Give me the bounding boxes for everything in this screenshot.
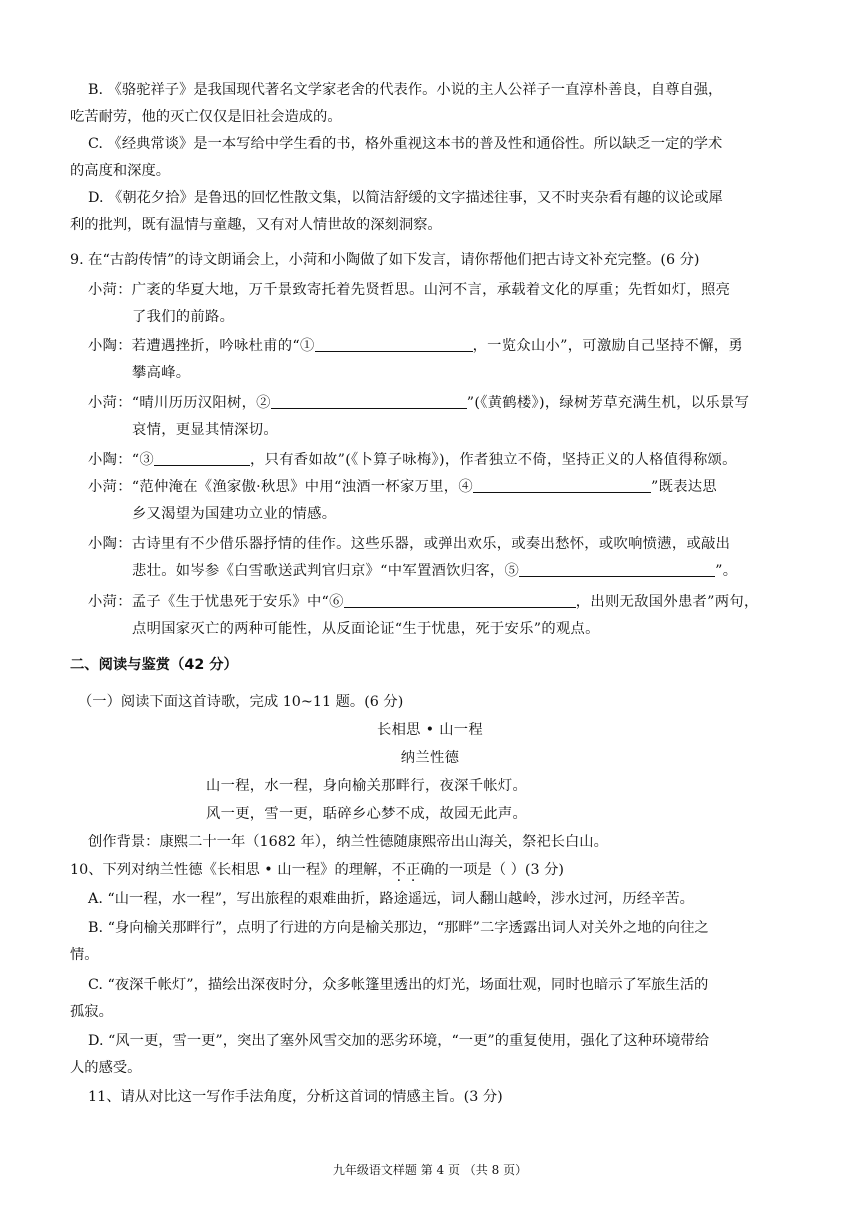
- q9-l8-text-a: 小菏：“范仲淹在《渔家傲·秋思》中用“浊酒一杯家万里，④: [88, 479, 473, 495]
- q8-option-b-line2: 吃苦耐劳，他的灭亡仅仅是旧社会造成的。: [70, 109, 342, 125]
- q9-l5-text-b: ”(《黄鹤楼》)，绿树芳草充满生机，以乐景写: [466, 395, 750, 411]
- q9-stem: 9. 在“古韵传情”的诗文朗诵会上，小菏和小陶做了如下发言，请你帮他们把古诗文补充完整。(6 分): [70, 252, 700, 268]
- poem-line-1: 山一程，水一程，身向榆关那畔行，夜深千帐灯。: [206, 778, 528, 794]
- q11-stem: 11、请从对比这一写作手法角度，分析这首词的情感主旨。(3 分): [88, 1089, 503, 1105]
- answer-blank-6[interactable]: [344, 593, 576, 608]
- poem-title: 长相思 • 山一程: [376, 722, 483, 738]
- q9-l3-text-b: ，一览众山小”，可激励自己坚持不懈，勇: [472, 338, 743, 354]
- poem-background: 创作背景：康熙二十一年（1682 年），纳兰性德随康熙帝出山海关，祭祀长白山。: [88, 834, 608, 850]
- q9-l8-text-b: ”既表达思: [650, 479, 717, 495]
- q8-option-c-line1: C. 《经典常谈》是一本写给中学生看的书，格外重视这本书的普及性和通俗性。所以缺乏一定的学术: [88, 136, 723, 152]
- q9-xiaohe-line2: 了我们的前路。: [132, 309, 235, 325]
- q10-option-d-line2: 人的感受。: [70, 1060, 142, 1076]
- q9-xiaohe-line1: 小菏：广袤的华夏大地，万千景致寄托着先贤哲思。山河不言，承载着文化的厚重；先哲如灯，照亮: [88, 282, 731, 298]
- q10-stem: [70, 860, 564, 880]
- poem-line-2: 风一更，雪一更，聒碎乡心梦不成，故园无此声。: [206, 806, 528, 822]
- q9-l7-text-b: ，只有香如故”(《卜算子咏梅》)，作者独立不倚，坚持正义的人格值得称颂。: [250, 452, 737, 468]
- q9-xiaohe-line3: [88, 393, 749, 413]
- q10-stem-a: 10、下列对纳兰性德《长相思 • 山一程》的理解，: [70, 862, 392, 878]
- answer-blank-2[interactable]: [271, 394, 467, 409]
- q9-l12-text-b: ，出则无敌国外患者”两句，: [575, 594, 759, 610]
- q9-xiaohe-line4: 哀情，更显其情深切。: [132, 422, 278, 438]
- subsection-instruction: （一）阅读下面这首诗歌，完成 10~11 题。(6 分): [78, 694, 404, 710]
- q9-xiaohe-line8: 点明国家灭亡的两种可能性，从反面论证“生于忧患，死于安乐”的观点。: [132, 621, 600, 637]
- answer-blank-5[interactable]: [519, 562, 715, 577]
- poem-author: 纳兰性德: [400, 750, 460, 766]
- q8-option-d-line1: D. 《朝花夕拾》是鲁迅的回忆性散文集，以简洁舒缓的文字描述往事，又不时夹杂看有趣的议论或犀: [88, 190, 723, 206]
- q10-option-c-line1: C. “夜深千帐灯”，描绘出深夜时分，众多帐篷里透出的灯光，场面壮观，同时也暗示了军旅生活的: [88, 977, 709, 993]
- q8-option-b-line1: B. 《骆驼祥子》是我国现代著名文学家老舍的代表作。小说的主人公祥子一直淳朴善良，自尊自强，: [88, 82, 723, 98]
- q9-xiaohe-line7: [88, 592, 759, 612]
- q10-option-c-line2: 孤寂。: [70, 1004, 113, 1020]
- q9-xiaohe-line6: 乡又渴望为国建功立业的情感。: [132, 506, 337, 522]
- emphasis-char-2: 正: [405, 862, 421, 878]
- q9-l5-text-a: 小菏：“晴川历历汉阳树，②: [88, 395, 271, 411]
- answer-blank-3[interactable]: [154, 451, 250, 466]
- q10-stem-b: 确的一项是（ ）(3 分): [420, 862, 564, 878]
- q9-xiaohe-line5: [88, 477, 717, 497]
- q9-l7-text-a: 小陶：“③: [88, 452, 154, 468]
- q9-xiaotao-line1: [88, 336, 743, 356]
- q10-option-d-line1: D. “风一更，雪一更”，突出了塞外风雪交加的恶劣环境，“一更”的重复使用，强化了这种环境带给: [88, 1033, 710, 1049]
- emphasis-char-1: 不: [391, 862, 406, 878]
- q9-xiaotao-line5: [132, 561, 737, 581]
- page-footer: 九年级语文样题 第 4 页 （共 8 页）: [332, 1163, 528, 1177]
- q9-l12-text-a: 小菏：孟子《生于忧患死于安乐》中“⑥: [88, 594, 344, 610]
- q9-l11-text-b: ”。: [715, 563, 738, 579]
- q8-option-c-line2: 的高度和深度。: [70, 163, 171, 179]
- q9-xiaotao-line2: 攀高峰。: [132, 365, 191, 381]
- section-heading: 二、阅读与鉴赏（42 分）: [70, 657, 238, 673]
- answer-blank-1[interactable]: [315, 337, 473, 352]
- q9-l3-text-a: 小陶：若遭遇挫折，吟咏杜甫的“①: [88, 338, 315, 354]
- q10-option-a: A. “山一程，水一程”，写出旅程的艰难曲折，路途遥远，词人翻山越岭，涉水过河，历经辛苦。: [88, 891, 694, 907]
- q9-xiaotao-line4: 小陶：古诗里有不少借乐器抒情的佳作。这些乐器，或弹出欢乐，或奏出愁怀，或吹响愤懑，或敲出: [88, 536, 731, 552]
- q10-option-b-line2: 情。: [70, 947, 99, 963]
- q10-option-b-line1: B. “身向榆关那畔行”，点明了行进的方向是榆关那边，“那畔”二字透露出词人对关外之地的向往之: [88, 920, 709, 936]
- q9-l11-text-a: 悲壮。如岑参《白雪歌送武判官归京》“中军置酒饮归客，⑤: [132, 563, 520, 579]
- answer-blank-4[interactable]: [473, 478, 651, 493]
- q8-option-d-line2: 利的批判，既有温情与童趣，又有对人情世故的深刻洞察。: [70, 217, 442, 233]
- q9-xiaotao-line3: [88, 450, 737, 470]
